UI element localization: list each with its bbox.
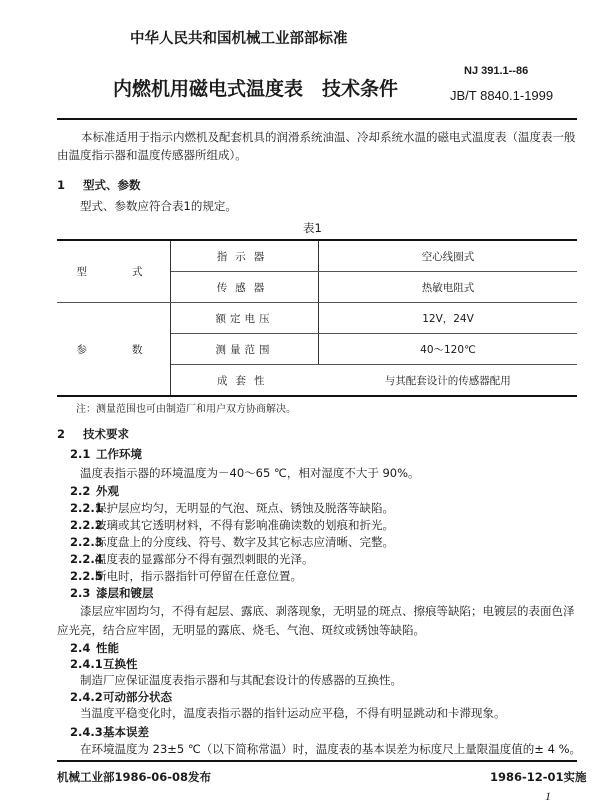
clause-2-2-3: 2.2.3标度盘上的分度线、符号、数字及其它标志应清晰、完整。 <box>70 535 394 549</box>
section-2-4-2-text: 当温度平稳变化时，温度表指示器的指针运动应平稳，不得有明显跳动和卡滞现象。 <box>80 706 506 720</box>
section-2-3-text-1: 漆层应牢固均匀，不得有起层、露底、剥落现象，无明显的斑点、擦痕等缺陷；电镀层的表面色泽 <box>80 604 575 618</box>
cell-item: 指示器 <box>171 240 319 272</box>
table-note: 注：测量范围也可由制造厂和用户双方协商解决。 <box>76 404 296 415</box>
cell-value: 与其配套设计的传感器配用 <box>384 374 511 387</box>
section-2-4-3-heading: 2.4.3基本误差 <box>70 725 149 739</box>
section-1-text: 型式、参数应符合表1的规定。 <box>80 199 237 213</box>
clause-2-2-1: 2.2.1保护层应均匀，无明显的气泡、斑点、锈蚀及脱落等缺陷。 <box>70 501 394 515</box>
section-2-1-text: 温度表指示器的环境温度为－40～65 ℃，相对湿度不大于 90%。 <box>80 466 420 480</box>
cell-value: 热敏电阻式 <box>319 272 578 303</box>
intro-paragraph: 本标准适用于指示内燃机及配套机具的润滑系统油温、冷却系统水温的磁电式温度表（温度表一般由温度指示器和温度传感器所组成）。 <box>57 130 576 162</box>
section-2-3-text-2: 应光亮，结合应牢固，无明显的露底、烧毛、气泡、斑纹或锈蚀等缺陷。 <box>57 623 425 637</box>
document-title: 内燃机用磁电式温度表 技术条件 <box>113 78 399 100</box>
table-1 <box>57 239 577 397</box>
cell-item: 成套性 <box>217 374 273 387</box>
section-2-4-2-heading: 2.4.2可动部分状态 <box>70 690 172 704</box>
cell-value: 40～120℃ <box>319 334 578 365</box>
clause-2-2-4: 2.2.4温度表的显露部分不得有强烈刺眼的光泽。 <box>70 552 314 566</box>
standard-code-new: JB/T 8840.1-1999 <box>450 88 554 103</box>
page-number: 1 <box>545 789 551 803</box>
footer-divider <box>57 760 577 762</box>
cell-item: 额定电压 <box>171 303 319 334</box>
section-2-4-1-text: 制造厂应保证温度表指示器和与其配套设计的传感器的互换性。 <box>80 673 402 687</box>
issuer-heading: 中华人民共和国机械工业部部标准 <box>130 31 348 47</box>
issue-date: 机械工业部1986-06-08发布 <box>57 770 212 784</box>
section-2-4-heading: 2.4 性能 <box>70 641 119 655</box>
group-cell-params: 参 数 <box>57 303 171 397</box>
table-caption: 表1 <box>303 221 322 235</box>
section-2-heading: 2 技术要求 <box>57 427 129 441</box>
header-divider <box>57 118 577 120</box>
effective-date: 1986-12-01实施 <box>490 770 587 784</box>
cell-item: 传感器 <box>171 272 319 303</box>
section-2-3-heading: 2.3 漆层和镀层 <box>70 586 154 600</box>
section-2-4-3-text: 在环境温度为 23±5 ℃（以下简称常温）时，温度表的基本误差为标度尺上量限温度值的± 4 %。 <box>80 742 581 756</box>
section-2-2-heading: 2.2 外观 <box>70 484 119 498</box>
cell-item: 测量范围 <box>171 334 319 365</box>
section-1-heading: 1 型式、参数 <box>57 178 141 192</box>
section-2-4-1-heading: 2.4.1互换性 <box>70 657 138 671</box>
cell-value: 空心线圈式 <box>319 240 578 272</box>
cell-value: 12V，24V <box>319 303 578 334</box>
clause-2-2-5: 2.2.5断电时，指示器指针可停留在任意位置。 <box>70 569 302 583</box>
group-cell-type: 型 式 <box>57 240 171 303</box>
section-2-1-heading: 2.1 工作环境 <box>70 447 142 461</box>
clause-2-2-2: 2.2.2玻璃或其它透明材料，不得有影响准确读数的划痕和折光。 <box>70 518 394 532</box>
standard-code-old: NJ 391.1--86 <box>464 65 529 77</box>
